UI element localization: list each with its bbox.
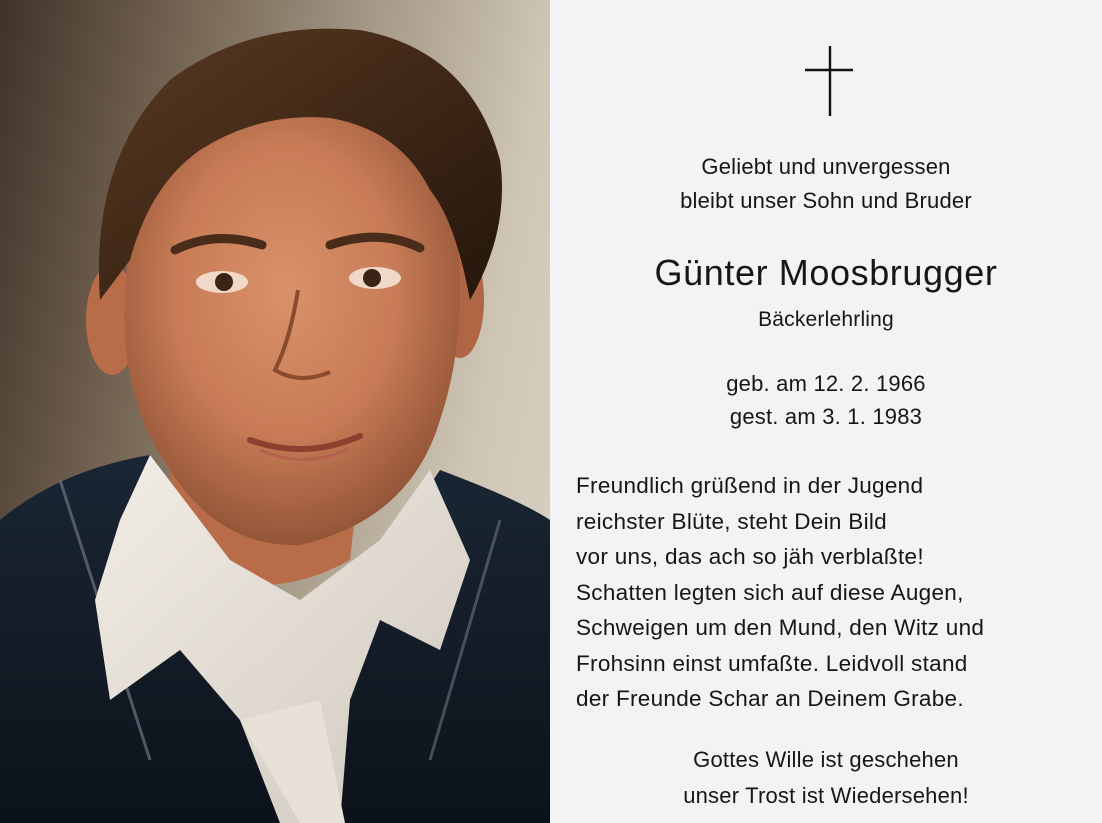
- poem-line: Schatten legten sich auf diese Augen,: [576, 579, 964, 605]
- life-dates: [550, 367, 1102, 433]
- poem-line: Freundlich grüßend in der Jugend: [576, 473, 924, 498]
- closing-line: Gottes Wille ist geschehen: [693, 747, 959, 772]
- memorial-text-panel: [550, 0, 1102, 823]
- latin-cross-icon: [803, 44, 855, 118]
- birth-date: geb. am 12. 2. 1966: [726, 371, 926, 396]
- closing-verse: [550, 742, 1102, 814]
- intro-line: bleibt unser Sohn und Bruder: [680, 188, 972, 213]
- portrait-photo: [0, 0, 550, 823]
- poem-line: vor uns, das ach so jäh verblaßte!: [576, 544, 924, 569]
- death-date: gest. am 3. 1. 1983: [729, 404, 923, 429]
- poem-line: der Freunde Schar an Deinem Grabe.: [576, 686, 964, 711]
- intro-text: [550, 150, 1102, 218]
- occupation: Bäckerlehrling: [758, 308, 894, 331]
- poem-line: Schweigen um den Mund, den Witz und: [576, 615, 985, 640]
- deceased-name: Günter Moosbrugger: [654, 252, 998, 293]
- closing-line: unser Trost ist Wiedersehen!: [683, 783, 969, 808]
- intro-line: Geliebt und unvergessen: [701, 154, 951, 179]
- poem-line: Frohsinn einst umfaßte. Leidvoll stand: [576, 650, 968, 676]
- memorial-poem: [576, 468, 1102, 717]
- poem-line: reichster Blüte, steht Dein Bild: [576, 508, 887, 534]
